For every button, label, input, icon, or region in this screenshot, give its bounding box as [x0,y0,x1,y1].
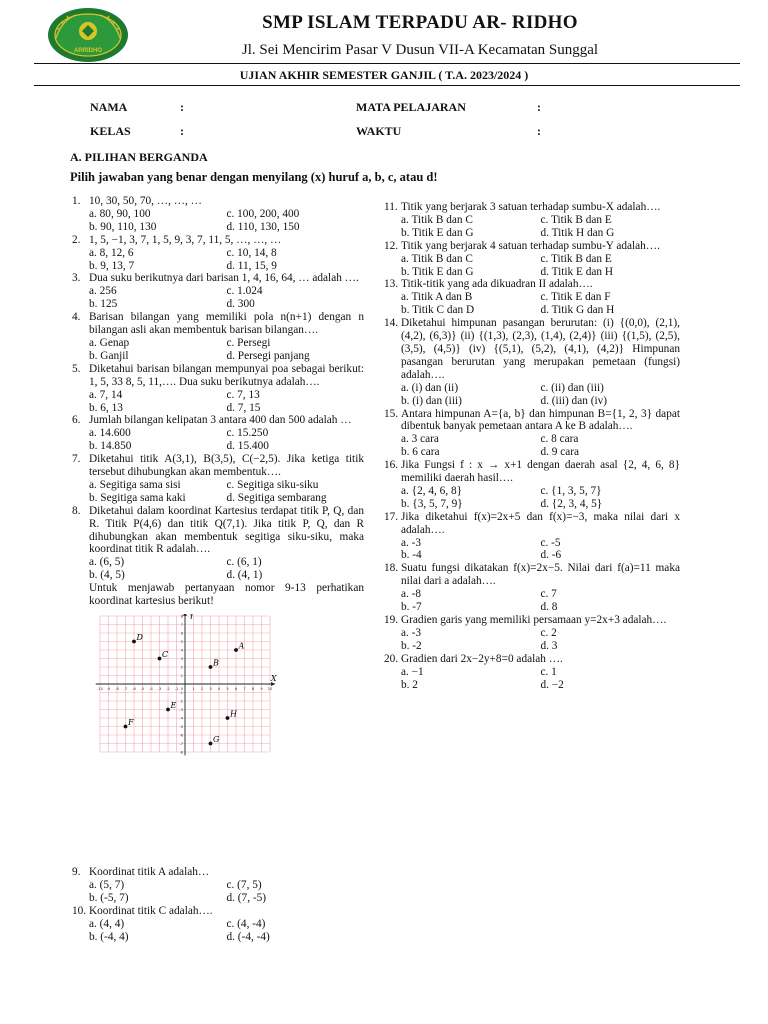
y-tick-label: 4 [180,648,183,653]
question-item [384,653,680,692]
question-text: Koordinat titik A adalah… [89,866,210,878]
question-item [72,311,364,363]
answer-option[interactable]: c. (4, -4) [226,917,266,930]
school-logo [46,6,130,64]
answer-option[interactable]: d. 7, 15 [226,401,261,414]
section-title: A. PILIHAN BERGANDA [70,150,208,164]
y-tick-label: -2 [179,699,183,704]
question-text: Diketahui titik A(3,1), B(3,5), C(−2,5). Jika ketiga titik tersebut dihubungkan akan membentuk…. [89,453,364,479]
x-axis-label: X [270,674,277,683]
x-tick-label: -1 [174,687,179,691]
answer-option[interactable]: b. 90, 110, 130 [89,220,157,233]
answer-option[interactable]: b. (-5, 7) [89,891,129,904]
nama-colon: : [180,100,184,114]
answer-option[interactable]: c. (ii) dan (iii) [540,381,604,394]
school-address: Jl. Sei Mencirim Pasar V Dusun VII-A Kecamatan Sunggal [241,42,599,58]
answer-option[interactable]: c. 8 cara [540,433,579,446]
question-item [72,363,364,415]
answer-option[interactable]: b. -7 [401,601,422,614]
answer-option[interactable]: b. 2 [401,678,418,691]
question-item [72,505,364,582]
answer-option[interactable]: b. -4 [401,549,422,562]
x-tick-label: 7 [243,687,246,691]
answer-option[interactable]: d. Persegi panjang [226,349,310,362]
y-tick-label: -3 [179,708,183,712]
question-number: 3. [72,272,81,285]
point-label-e: E [170,701,177,710]
answer-option[interactable]: a. 256 [89,285,117,298]
questions-right-column [384,201,680,691]
questions-left-list [72,195,364,582]
answer-option[interactable]: b. Segitiga sama kaki [89,491,186,504]
answer-option[interactable]: d. 110, 130, 150 [226,220,300,233]
answer-option[interactable]: b. {3, 5, 7, 9} [401,497,463,510]
answer-option[interactable]: a. −1 [401,665,424,678]
question-number: 10. [72,904,87,917]
answer-option[interactable]: b. -2 [401,639,422,652]
question-text: Koordinat titik C adalah…. [89,904,213,917]
answer-option[interactable]: b. Titik E dan G [401,226,474,239]
question-number: 5. [72,362,81,375]
question-number: 6. [72,414,81,427]
answer-option[interactable]: c. Persegi [226,336,271,349]
answer-option[interactable]: b. 14.850 [89,440,132,453]
question-number: 13. [384,278,399,291]
answer-option[interactable]: d. -6 [540,549,562,562]
answer-option[interactable]: c. Titik E dan F [540,291,611,304]
logo-text: ARRIDHO [74,48,102,54]
y-tick-label: -7 [179,742,183,746]
x-tick-label: -2 [166,687,170,691]
x-tick-label: 1 [192,687,195,691]
y-tick-label: 8 [180,614,183,619]
question-item [384,201,680,240]
y-axis-arrow [183,614,187,616]
answer-option[interactable]: b. Titik E dan G [401,265,474,278]
y-tick-label: 1 [180,674,183,678]
answer-option[interactable]: d. Titik H dan G [540,226,615,239]
answer-option[interactable]: d. (4, 1) [226,569,263,582]
mata-pelajaran-colon: : [537,100,541,114]
y-tick-label: 6 [180,631,183,636]
answer-option[interactable]: a. (i) dan (ii) [401,381,459,394]
question-text: Diketahui dalam koordinat Kartesius terdapat titik P, Q, dan R. Titik P(4,6) dan titik Q(7,1). Jika titik P, Q, dan R dihubungkan akan membentuk segitiga siku-siku, maka koordinat titik R adalah…. [89,504,364,556]
question-text: Diketahui barisan bilangan mempunyai poa sebagai berikut: 1, 5, 33 8, 5, 11,…. Dua suku berikutnya adalah…. [89,362,364,388]
question-number: 18. [384,562,399,575]
question-text: Gradien dari 2x−2y+8=0 adalah …. [401,652,563,665]
y-axis-label: Y [189,614,195,621]
answer-option[interactable]: c. 100, 200, 400 [226,207,300,220]
answer-option[interactable]: a. (4, 4) [89,917,125,930]
answer-option[interactable]: c. Titik B dan E [540,213,612,226]
answer-option[interactable]: c. 1 [540,665,557,678]
answer-option[interactable]: d. 3 [540,639,558,652]
x-tick-label: -3 [157,687,162,691]
answer-option[interactable]: a. Segitiga sama sisi [89,478,181,491]
answer-option[interactable]: a. Titik B dan C [401,213,473,226]
answer-option[interactable]: b. Titik C dan D [401,304,475,317]
answer-option[interactable]: a. -3 [401,536,422,549]
x-tick-label: 4 [217,687,221,691]
point-label-h: H [230,709,237,719]
question-number: 7. [72,453,81,466]
question-item [384,240,680,279]
answer-option[interactable]: c. (6, 1) [226,556,262,569]
answer-option[interactable]: d. Titik G dan H [540,304,615,317]
question-number: 2. [72,233,81,246]
question-text: Antara himpunan A={a, b} dan himpunan B={1, 2, 3} dapat dibentuk banyak pemetaan antara A ke B adalah…. [401,407,680,433]
question-item [72,195,364,234]
answer-option[interactable]: b. 125 [89,298,118,311]
answer-option[interactable]: d. (-4, -4) [226,930,270,943]
answer-option[interactable]: d. 300 [226,298,255,311]
question-item [72,414,364,453]
question-number: 17. [384,510,399,523]
x-tick-label: 10 [267,687,273,691]
question-number: 16. [384,459,399,472]
question-item [384,562,680,614]
answer-option[interactable]: a. 80, 90, 100 [89,207,151,220]
y-tick-label: 3 [180,657,183,661]
question-number: 19. [384,614,399,626]
question-number: 9. [72,866,81,878]
point-label-c: C [162,650,169,659]
answer-option[interactable]: d. (iii) dan (iv) [540,394,608,407]
answer-option[interactable]: c. 10, 14, 8 [226,246,277,259]
question-text: Jika diketahui f(x)=2x+5 dan f(x)=−3, maka nilai dari x adalah…. [401,510,680,536]
question-number: 12. [384,239,399,252]
answer-option[interactable]: a. -3 [401,626,422,639]
question-item [72,234,364,273]
answer-option[interactable]: c. 7 [540,588,557,601]
question-text: Gradien garis yang memiliki persamaan y=2x+3 adalah…. [401,614,667,626]
question-number: 15. [384,407,399,420]
question-item [384,278,680,317]
point-label-f: F [128,718,134,727]
answer-option[interactable]: d. {2, 3, 4, 5} [540,497,603,510]
answer-option[interactable]: a. (5, 7) [89,878,125,891]
x-tick-label: 8 [251,687,255,691]
answer-option[interactable]: a. 14.600 [89,427,131,440]
answer-option[interactable]: a. Titik B dan C [401,252,473,265]
school-name: SMP ISLAM TERPADU AR- RIDHO [262,12,578,33]
answer-option[interactable]: c. 15.250 [226,427,269,440]
x-tick-label: 5 [226,687,229,691]
question-number: 1. [72,195,81,207]
header-divider [34,63,740,64]
y-tick-label: 2 [180,665,183,670]
answer-option[interactable]: d. 8 [540,601,558,614]
graph-point-g [209,742,213,746]
point-label-b: B [213,658,219,668]
answer-option[interactable]: d. Segitiga sembarang [226,491,327,504]
answer-option[interactable]: a. (6, 5) [89,556,125,569]
answer-option[interactable]: b. (-4, 4) [89,930,129,943]
kelas-colon: : [180,124,184,138]
answer-option[interactable]: d. Titik E dan H [540,265,614,278]
x-tick-label: -9 [106,687,111,691]
y-tick-label: -8 [179,750,183,755]
question-text: Titik yang berjarak 4 satuan terhadap sumbu-Y adalah…. [401,239,660,252]
question-item [72,905,364,944]
y-tick-label: 5 [180,640,183,644]
nama-label: NAMA [90,100,128,114]
answer-option[interactable]: d. 15.400 [226,440,269,453]
graph-point-a [234,648,238,652]
graph-point-h [226,716,230,720]
question-text: Titik-titik yang ada dikuadran II adalah…. [401,278,593,291]
answer-option[interactable]: c. 2 [540,626,557,639]
graph-point-e [166,708,170,712]
question-number: 4. [72,311,81,324]
graph-intro: Untuk menjawab pertanyaan nomor 9-13 perhatikan koordinat kartesius berikut! [89,582,364,608]
question-text: Diketahui himpunan pasangan berurutan: (i) {(0,0), (2,1), (4,2), (6,3)} (ii) {(1,3), (2,3), (1,4), (2,4)} (iii) {(1,5), (2,5), (3,5), (4,5)} (iv) {(5,1), (5,2), (4,1), (4,2)} Himpunan pasangan berurutan yang merupakan pemetaan (fungsi) adalah…. [401,317,680,381]
x-tick-label: 6 [234,687,238,691]
title-divider [34,85,740,86]
graph-point-d [132,640,136,644]
answer-option[interactable]: c. Titik B dan E [540,252,612,265]
point-label-a: A [238,641,245,651]
question-item [72,453,364,505]
section-instruction: Pilih jawaban yang benar dengan menyilang (x) huruf a, b, c, atau d! [70,170,438,184]
x-tick-label: 3 [209,687,212,691]
answer-option[interactable]: b. (4, 5) [89,569,125,582]
graph-point-f [124,725,128,729]
answer-option[interactable]: a. 8, 12, 6 [89,246,134,259]
graph-point-b [209,665,213,669]
y-tick-label: 7 [180,623,183,627]
x-tick-label: -8 [115,687,119,691]
y-tick-label: -5 [179,725,183,729]
waktu-label: WAKTU [356,124,402,138]
question-item [384,511,680,563]
waktu-colon: : [537,124,541,138]
questions-bottom-column [72,866,364,943]
question-text: Barisan bilangan yang memiliki pola n(n+1) dengan n bilangan asli akan membentuk barisan bilangan…. [89,311,364,337]
answer-option[interactable]: c. 1.024 [226,285,263,298]
exam-title: UJIAN AKHIR SEMESTER GANJIL ( T.A. 2023/2024 ) [239,68,529,82]
answer-option[interactable]: b. (i) dan (iii) [401,394,462,407]
answer-option[interactable]: b. Ganjil [89,349,129,362]
question-text: Jumlah bilangan kelipatan 3 antara 400 dan 500 adalah … [89,414,352,427]
answer-option[interactable]: a. Titik A dan B [401,291,473,304]
x-tick-label: 2 [200,687,204,691]
question-text: 10, 30, 50, 70, …, …, … [89,195,202,207]
point-label-d: D [136,633,143,642]
x-tick-label: -6 [132,687,136,691]
answer-option[interactable]: d. 11, 15, 9 [226,259,277,272]
question-item [72,866,364,905]
x-tick-label: -7 [123,687,128,691]
answer-option[interactable]: c. -5 [540,536,561,549]
x-tick-label: -4 [149,687,153,691]
answer-option[interactable]: b. 6, 13 [89,401,123,414]
answer-option[interactable]: c. Segitiga siku-siku [226,478,319,491]
questions-bottom-list [72,866,364,943]
x-tick-label: -10 [97,687,103,691]
question-item [384,408,680,460]
origin-label: 0 [180,687,183,691]
answer-option[interactable]: b. 6 cara [401,446,440,459]
questions-left-column [72,195,364,767]
answer-option[interactable]: c. {1, 3, 5, 7} [540,484,602,497]
question-number: 14. [384,317,399,330]
answer-option[interactable]: d. −2 [540,678,564,691]
answer-option[interactable]: a. -8 [401,588,422,601]
mata-pelajaran-label: MATA PELAJARAN [356,100,466,114]
question-number: 11. [384,201,398,213]
graph-point-c [158,657,162,661]
question-item [384,459,680,511]
answer-option[interactable]: a. 3 cara [401,433,439,446]
y-tick-label: -6 [179,733,183,738]
x-tick-label: -5 [140,687,145,691]
question-number: 20. [384,652,399,665]
kelas-label: KELAS [90,124,131,138]
x-tick-label: 9 [260,687,263,691]
answer-option[interactable]: a. Genap [89,336,130,349]
question-text: Titik yang berjarak 3 satuan terhadap sumbu-X adalah…. [401,201,661,213]
answer-option[interactable]: a. 7, 14 [89,388,123,401]
question-item [384,317,680,407]
question-text: Dua suku berikutnya dari barisan 1, 4, 16, 64, … adalah …. [89,272,359,285]
answer-option[interactable]: a. {2, 4, 6, 8} [401,484,463,497]
point-label-g: G [213,735,220,744]
answer-option[interactable]: d. (7, -5) [226,891,267,904]
question-item [72,272,364,311]
question-item [384,614,680,653]
question-number: 8. [72,504,81,517]
answer-option[interactable]: d. 9 cara [540,446,580,459]
cartesian-graph [90,614,280,759]
questions-right-list [384,201,680,691]
answer-option[interactable]: c. 7, 13 [226,388,260,401]
y-tick-label: -1 [179,691,183,695]
y-tick-label: -4 [179,716,183,721]
answer-option[interactable]: b. 9, 13, 7 [89,259,135,272]
question-text: 1, 5, −1, 3, 7, 1, 5, 9, 3, 7, 11, 5, …, …, … [89,233,282,246]
question-text: Jika Fungsi f : x → x+1 dengan daerah asal {2, 4, 6, 8} memiliki daerah hasil…. [401,459,680,485]
answer-option[interactable]: c. (7, 5) [226,878,262,891]
question-text: Suatu fungsi dikatakan f(x)=2x−5. Nilai dari f(a)=11 maka nilai dari a adalah…. [401,562,680,588]
